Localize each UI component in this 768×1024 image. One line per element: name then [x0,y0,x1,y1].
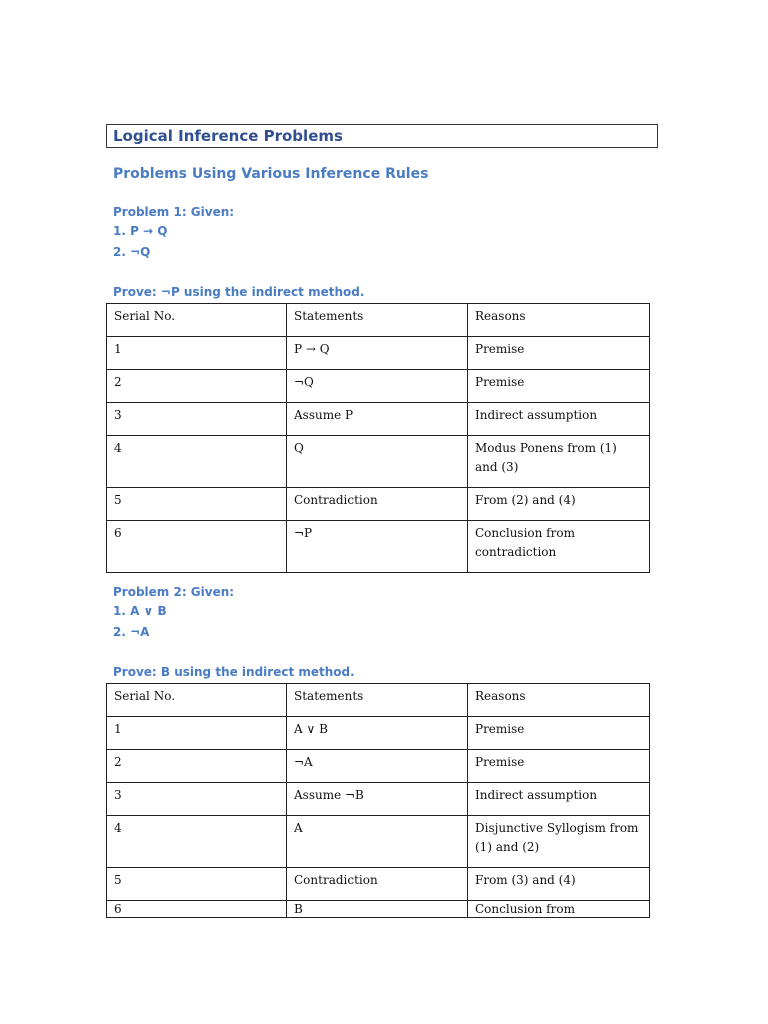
table-header-row [107,304,650,337]
table-row [107,868,650,901]
table-row [107,717,650,750]
header-serial: Serial No. [107,684,287,717]
document-title: Logical Inference Problems [106,124,658,148]
table-row [107,403,650,436]
problem-1-premise-2: 2. ¬Q [113,245,151,259]
table-header-row [107,684,650,717]
cell-serial: 1 [107,717,287,750]
table-row [107,816,650,868]
cell-reason: From (3) and (4) [468,868,650,901]
cell-reason: Premise [468,370,650,403]
cell-serial: 3 [107,783,287,816]
cell-statement: B [287,901,468,918]
cell-reason: Conclusion from [468,901,650,918]
header-reasons: Reasons [468,304,650,337]
cell-reason: Premise [468,717,650,750]
header-statements: Statements [287,304,468,337]
header-reasons: Reasons [468,684,650,717]
cell-statement: ¬P [287,521,468,573]
cell-serial: 4 [107,816,287,868]
cell-serial: 2 [107,370,287,403]
table-row [107,521,650,573]
cell-statement: Contradiction [287,488,468,521]
problem-2-proof-table [106,683,650,918]
table-row [107,901,650,918]
table-row [107,488,650,521]
cell-reason: Modus Ponens from (1) and (3) [468,436,650,488]
cell-reason: Disjunctive Syllogism from (1) and (2) [468,816,650,868]
table-row [107,750,650,783]
header-statements: Statements [287,684,468,717]
table-row [107,436,650,488]
cell-statement: Assume P [287,403,468,436]
table-row [107,370,650,403]
cell-serial: 2 [107,750,287,783]
cell-serial: 5 [107,868,287,901]
cell-statement: A ∨ B [287,717,468,750]
cell-statement: Q [287,436,468,488]
cell-statement: Contradiction [287,868,468,901]
cell-statement: ¬Q [287,370,468,403]
problem-1-premise-1: 1. P → Q [113,224,168,238]
cell-serial: 1 [107,337,287,370]
cell-serial: 6 [107,901,287,918]
header-serial: Serial No. [107,304,287,337]
cell-reason: Indirect assumption [468,783,650,816]
problem-1-proof-table [106,303,650,573]
cell-statement: Assume ¬B [287,783,468,816]
cell-serial: 4 [107,436,287,488]
cell-reason: Indirect assumption [468,403,650,436]
cell-reason: From (2) and (4) [468,488,650,521]
problem-2-premise-1: 1. A ∨ B [113,604,167,618]
problem-1-prove: Prove: ¬P using the indirect method. [113,285,365,299]
cell-serial: 6 [107,521,287,573]
table-row [107,337,650,370]
cell-serial: 3 [107,403,287,436]
problem-1-given: Problem 1: Given: [113,205,235,219]
cell-statement: ¬A [287,750,468,783]
cell-reason: Premise [468,337,650,370]
problem-2-given: Problem 2: Given: [113,585,235,599]
problem-2-premise-2: 2. ¬A [113,625,150,639]
cell-statement: P → Q [287,337,468,370]
cell-reason: Conclusion from contradiction [468,521,650,573]
section-heading: Problems Using Various Inference Rules [113,166,429,182]
cell-reason: Premise [468,750,650,783]
problem-2-prove: Prove: B using the indirect method. [113,665,355,679]
cell-serial: 5 [107,488,287,521]
cell-statement: A [287,816,468,868]
table-row [107,783,650,816]
